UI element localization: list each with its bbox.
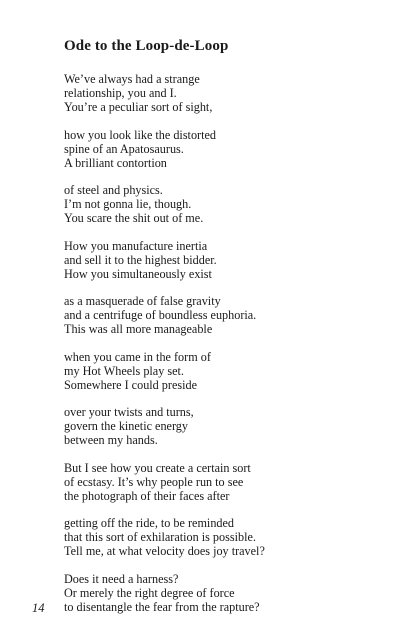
poem-line: This was all more manageable: [64, 322, 213, 336]
poem-line: You scare the shit out of me.: [64, 211, 204, 225]
poem-line: How you simultaneously exist: [64, 266, 212, 281]
stanza: [64, 72, 384, 114]
poem-line: how you look like the distorted: [64, 127, 216, 142]
poem-line: You’re a peculiar sort of sight,: [64, 100, 213, 114]
poem-line: and a centrifuge of boundless euphoria.: [64, 308, 257, 322]
poem-line: Or merely the right degree of force: [64, 585, 235, 600]
poem-line: to disentangle the fear from the rapture?: [64, 599, 260, 614]
poem-line: spine of an Apatosaurus.: [64, 141, 184, 156]
poem-body: [64, 72, 384, 627]
stanza: [64, 350, 384, 392]
stanza: [64, 294, 384, 336]
poem-line: How you manufacture inertia: [64, 238, 208, 253]
poem-line: my Hot Wheels play set.: [64, 363, 184, 378]
stanza: [64, 461, 384, 503]
stanza: [64, 405, 384, 447]
poem-line: Does it need a harness?: [64, 571, 179, 586]
poem-line: over your twists and turns,: [64, 405, 194, 419]
poem-line: relationship, you and I.: [64, 86, 177, 100]
poem-line: But I see how you create a certain sort: [64, 460, 251, 475]
poem-line: Somewhere I could preside: [64, 377, 198, 392]
poem-title: Ode to the Loop-de-Loop: [64, 38, 229, 54]
page-number: 14: [32, 601, 45, 615]
poem-line: the photograph of their faces after: [64, 488, 230, 503]
poem-line: govern the kinetic energy: [64, 419, 188, 433]
poem-line: I’m not gonna lie, though.: [64, 197, 192, 211]
poem-line: as a masquerade of false gravity: [64, 294, 221, 308]
stanza: [64, 516, 384, 558]
poem-line: We’ve always had a strange: [64, 72, 200, 86]
stanza: [64, 239, 384, 281]
poem-line: of steel and physics.: [64, 183, 163, 197]
poem-line: A brilliant contortion: [64, 155, 167, 170]
poem-line: getting off the ride, to be reminded: [64, 516, 235, 530]
poem-line: of ecstasy. It’s why people run to see: [64, 474, 244, 489]
stanza: [64, 128, 384, 170]
stanza: [64, 572, 384, 614]
poem-line: when you came in the form of: [64, 349, 211, 364]
poem-line: and sell it to the highest bidder.: [64, 252, 217, 267]
stanza: [64, 183, 384, 225]
poem-line: that this sort of exhilaration is possible.: [64, 530, 256, 544]
poem-line: Tell me, at what velocity does joy travel?: [64, 544, 265, 558]
poem-line: between my hands.: [64, 433, 158, 447]
